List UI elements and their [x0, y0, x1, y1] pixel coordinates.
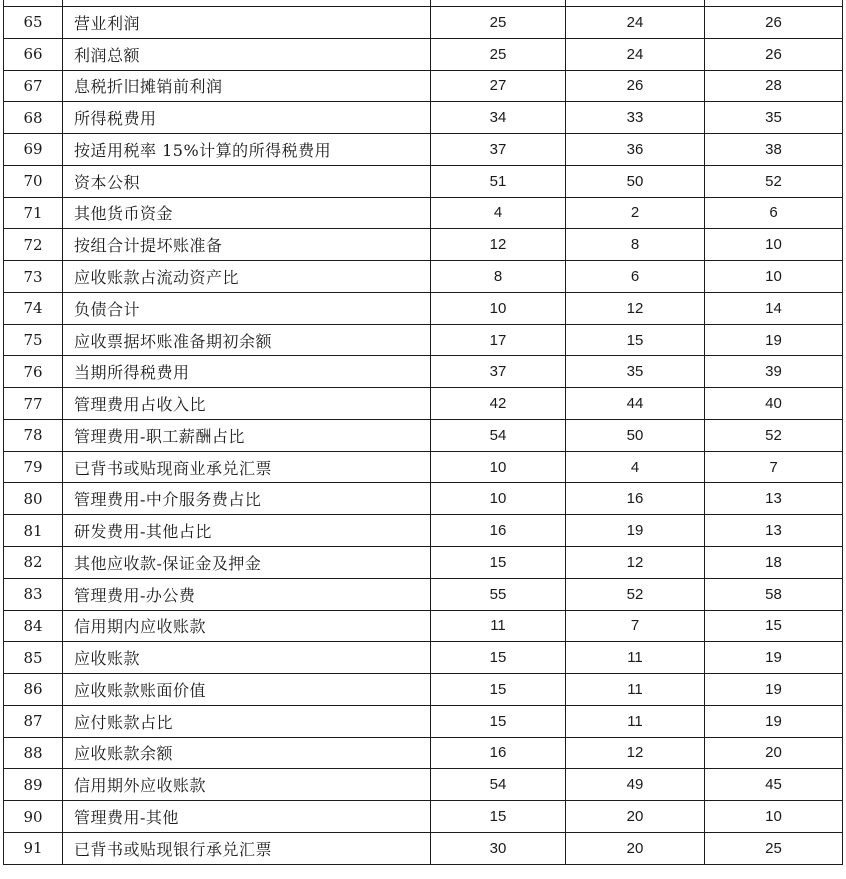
value-cell-3: 19	[705, 642, 843, 674]
value-cell-3: 28	[705, 70, 843, 102]
table-row	[4, 515, 843, 547]
table-row	[4, 737, 843, 769]
value-cell-3: 25	[705, 832, 843, 864]
row-number-cell: 80	[4, 483, 63, 515]
table-row	[4, 261, 843, 293]
value-cell-1: 10	[431, 292, 566, 324]
value-cell-1: 8	[431, 261, 566, 293]
value-cell-3: 13	[705, 515, 843, 547]
value-cell-1: 30	[431, 832, 566, 864]
item-label-cell: 资本公积	[63, 165, 431, 197]
value-cell-1: 12	[431, 229, 566, 261]
value-cell-2: 11	[566, 674, 705, 706]
value-cell-3: 18	[705, 547, 843, 579]
row-number-cell: 90	[4, 801, 63, 833]
value-cell-3: 10	[705, 801, 843, 833]
value-cell-1: 10	[431, 483, 566, 515]
value-cell-3: 35	[705, 102, 843, 134]
value-cell-1: 25	[431, 7, 566, 39]
item-label-cell: 应收账款	[63, 642, 431, 674]
item-label-cell: 已背书或贴现银行承兑汇票	[63, 832, 431, 864]
value-cell-2: 8	[566, 229, 705, 261]
row-number-cell: 74	[4, 292, 63, 324]
table-row	[4, 832, 843, 864]
item-label-cell: 当期所得税费用	[63, 356, 431, 388]
row-number-cell: 72	[4, 229, 63, 261]
item-label-cell: 利润总额	[63, 38, 431, 70]
row-number-cell: 75	[4, 324, 63, 356]
table-row	[4, 70, 843, 102]
value-cell-2: 24	[566, 38, 705, 70]
row-number-cell: 77	[4, 388, 63, 420]
value-cell-1: 10	[431, 451, 566, 483]
value-cell-2: 19	[566, 515, 705, 547]
value-cell-1: 55	[431, 578, 566, 610]
value-cell-3: 26	[705, 7, 843, 39]
table-row	[4, 547, 843, 579]
value-cell-2: 24	[566, 7, 705, 39]
item-label-cell: 研发费用-其他占比	[63, 515, 431, 547]
financial-items-table	[3, 0, 843, 865]
row-number-cell: 78	[4, 419, 63, 451]
row-number-cell: 67	[4, 70, 63, 102]
table-row	[4, 134, 843, 166]
value-cell-1: 4	[431, 197, 566, 229]
value-cell-2: 15	[566, 324, 705, 356]
value-cell-1: 16	[431, 737, 566, 769]
row-number-cell: 83	[4, 578, 63, 610]
value-cell-3: 6	[705, 197, 843, 229]
value-cell-3: 10	[705, 229, 843, 261]
row-number-cell: 70	[4, 165, 63, 197]
row-number-cell: 85	[4, 642, 63, 674]
value-cell-1: 54	[431, 419, 566, 451]
value-cell-2: 2	[566, 197, 705, 229]
table-row	[4, 705, 843, 737]
value-cell-1: 37	[431, 134, 566, 166]
value-cell-1: 34	[431, 102, 566, 134]
value-cell-2: 7	[566, 610, 705, 642]
value-cell-2: 36	[566, 134, 705, 166]
table-body	[4, 0, 843, 864]
row-number-cell: 71	[4, 197, 63, 229]
value-cell-3: 10	[705, 261, 843, 293]
value-cell-3: 38	[705, 134, 843, 166]
value-cell-3: 14	[705, 292, 843, 324]
item-label-cell: 信用期内应收账款	[63, 610, 431, 642]
item-label-cell: 管理费用占收入比	[63, 388, 431, 420]
value-cell-1: 27	[431, 70, 566, 102]
item-label-cell: 应收账款余额	[63, 737, 431, 769]
row-number-cell: 66	[4, 38, 63, 70]
table-row	[4, 419, 843, 451]
value-cell-1: 51	[431, 165, 566, 197]
table-row	[4, 578, 843, 610]
item-label-cell: 按适用税率 15%计算的所得税费用	[63, 134, 431, 166]
row-number-cell: 87	[4, 705, 63, 737]
value-cell-1: 11	[431, 610, 566, 642]
value-cell-1: 37	[431, 356, 566, 388]
table-row	[4, 483, 843, 515]
value-cell-1: 15	[431, 705, 566, 737]
value-cell-2: 35	[566, 356, 705, 388]
item-label-cell: 信用期外应收账款	[63, 769, 431, 801]
table-row	[4, 610, 843, 642]
value-cell-2: 50	[566, 419, 705, 451]
table-row	[4, 642, 843, 674]
row-number-cell: 81	[4, 515, 63, 547]
table-row	[4, 38, 843, 70]
item-label-cell: 管理费用-办公费	[63, 578, 431, 610]
value-cell-2: 16	[566, 483, 705, 515]
value-cell-2: 44	[566, 388, 705, 420]
value-cell-1: 42	[431, 388, 566, 420]
value-cell-3: 19	[705, 324, 843, 356]
table-row	[4, 451, 843, 483]
value-cell-3: 52	[705, 419, 843, 451]
item-label-cell: 负债合计	[63, 292, 431, 324]
item-label-cell: 已背书或贴现商业承兑汇票	[63, 451, 431, 483]
table-row	[4, 801, 843, 833]
value-cell-3: 52	[705, 165, 843, 197]
item-label-cell: 按组合计提坏账准备	[63, 229, 431, 261]
value-cell-1: 15	[431, 674, 566, 706]
table-row	[4, 7, 843, 39]
item-label-cell: 管理费用-其他	[63, 801, 431, 833]
item-label-cell: 应付账款占比	[63, 705, 431, 737]
value-cell-3: 26	[705, 38, 843, 70]
value-cell-3: 20	[705, 737, 843, 769]
value-cell-3: 13	[705, 483, 843, 515]
item-label-cell: 管理费用-中介服务费占比	[63, 483, 431, 515]
table-row	[4, 197, 843, 229]
item-label-cell: 应收账款占流动资产比	[63, 261, 431, 293]
value-cell-3: 58	[705, 578, 843, 610]
row-number-cell: 86	[4, 674, 63, 706]
item-label-cell: 息税折旧摊销前利润	[63, 70, 431, 102]
value-cell-2: 50	[566, 165, 705, 197]
value-cell-1: 17	[431, 324, 566, 356]
value-cell-3: 45	[705, 769, 843, 801]
item-label-cell: 其他应收款-保证金及押金	[63, 547, 431, 579]
value-cell-2: 12	[566, 547, 705, 579]
value-cell-1: 15	[431, 547, 566, 579]
value-cell-2: 49	[566, 769, 705, 801]
row-number-cell: 89	[4, 769, 63, 801]
item-label-cell: 管理费用-职工薪酬占比	[63, 419, 431, 451]
value-cell-3: 19	[705, 674, 843, 706]
row-number-cell: 76	[4, 356, 63, 388]
value-cell-2: 4	[566, 451, 705, 483]
value-cell-2: 11	[566, 642, 705, 674]
item-label-cell: 应收票据坏账准备期初余额	[63, 324, 431, 356]
value-cell-1: 15	[431, 642, 566, 674]
value-cell-2: 12	[566, 737, 705, 769]
value-cell-3: 40	[705, 388, 843, 420]
row-number-cell: 69	[4, 134, 63, 166]
value-cell-2: 26	[566, 70, 705, 102]
row-number-cell: 68	[4, 102, 63, 134]
row-number-cell: 84	[4, 610, 63, 642]
row-number-cell: 65	[4, 7, 63, 39]
value-cell-2: 52	[566, 578, 705, 610]
table-row	[4, 769, 843, 801]
value-cell-1: 15	[431, 801, 566, 833]
table-row	[4, 165, 843, 197]
item-label-cell: 所得税费用	[63, 102, 431, 134]
item-label-cell: 应收账款账面价值	[63, 674, 431, 706]
value-cell-2: 12	[566, 292, 705, 324]
row-number-cell: 79	[4, 451, 63, 483]
table-row	[4, 292, 843, 324]
value-cell-1: 16	[431, 515, 566, 547]
table-row	[4, 102, 843, 134]
value-cell-2: 11	[566, 705, 705, 737]
item-label-cell: 营业利润	[63, 7, 431, 39]
row-number-cell: 82	[4, 547, 63, 579]
value-cell-3: 15	[705, 610, 843, 642]
value-cell-2: 20	[566, 832, 705, 864]
table-row	[4, 388, 843, 420]
value-cell-2: 33	[566, 102, 705, 134]
table-row	[4, 324, 843, 356]
table-row	[4, 356, 843, 388]
value-cell-2: 6	[566, 261, 705, 293]
row-number-cell: 91	[4, 832, 63, 864]
value-cell-3: 39	[705, 356, 843, 388]
value-cell-1: 25	[431, 38, 566, 70]
table-row	[4, 674, 843, 706]
row-number-cell: 73	[4, 261, 63, 293]
table-row	[4, 229, 843, 261]
value-cell-1: 54	[431, 769, 566, 801]
value-cell-2: 20	[566, 801, 705, 833]
value-cell-3: 7	[705, 451, 843, 483]
item-label-cell: 其他货币资金	[63, 197, 431, 229]
row-number-cell: 88	[4, 737, 63, 769]
value-cell-3: 19	[705, 705, 843, 737]
